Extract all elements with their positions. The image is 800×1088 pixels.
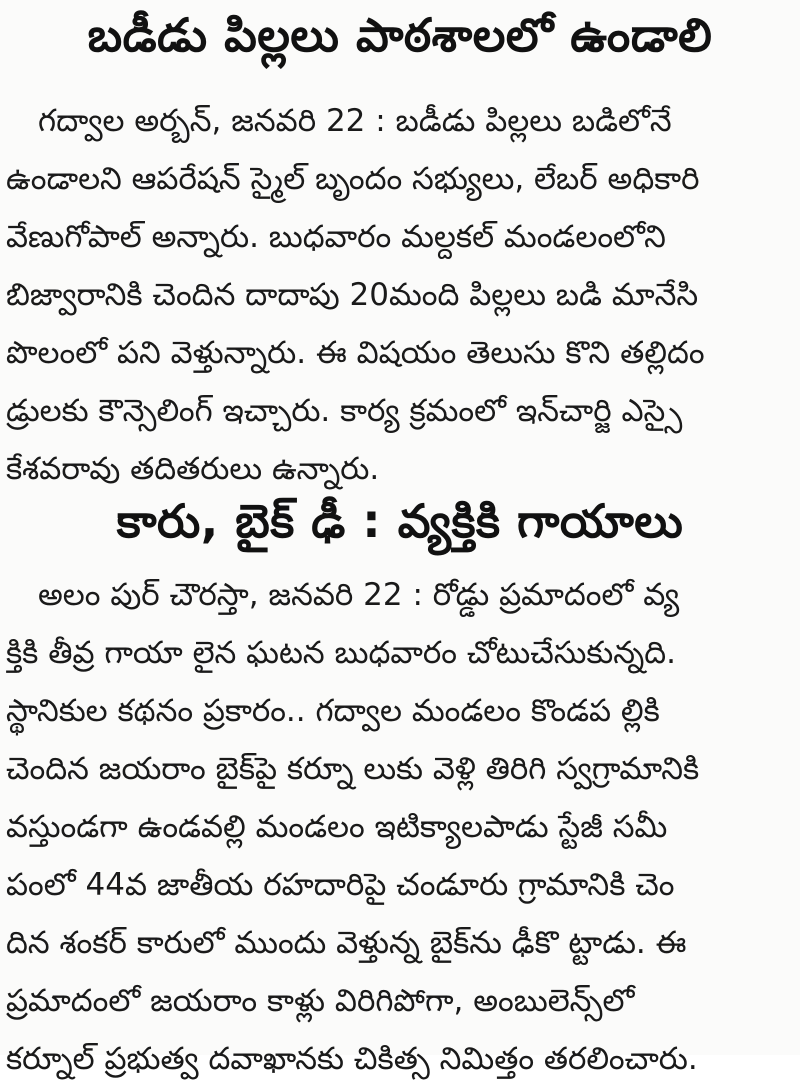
article-body-line: అలం పుర్ చౌరస్తా, జనవరి 22 : రోడ్డు ప్రమాదంలో వ్య bbox=[38, 577, 680, 613]
article-body-line: కేశవరావు తదితరులు ఉన్నారు. bbox=[6, 451, 380, 487]
article-body-line: బిజ్వారానికి చెందిన దాదాపు 20మంది పిల్లలు బడి మానేసి bbox=[6, 277, 699, 313]
article-body-line: క్తికి తీవ్ర గాయా లైన ఘటన బుధవారం చోటుచేసుకున్నది. bbox=[6, 635, 676, 671]
article-road-accident bbox=[0, 482, 800, 1088]
article-headline: కారు, బైక్ ఢీ : వ్యక్తికి గాయాలు bbox=[116, 494, 684, 548]
article-body-line: పంలో 44వ జాతీయ రహదారిపై చండూరు గ్రామానికి చెం bbox=[6, 867, 675, 903]
article-body-line: గద్వాల అర్బన్, జనవరి 22 : బడీడు పిల్లలు బడిలోనే bbox=[38, 103, 672, 139]
article-body-line: వస్తుండగా ఉండవల్లి మండలం ఇటిక్యాలపాడు స్టేజీ సమీ bbox=[6, 809, 668, 845]
article-body-line: స్థానికుల కథనం ప్రకారం.. గద్వాల మండలం కొండప ల్లికి bbox=[6, 693, 660, 729]
article-body-line: ఉండాలని ఆపరేషన్ స్మైల్ బృందం సభ్యులు, లేబర్ అధికారి bbox=[6, 161, 700, 197]
article-headline: బడీడు పిల్లలు పాఠశాలలో ఉండాలి bbox=[87, 8, 713, 62]
article-child-labor bbox=[0, 10, 800, 498]
article-body-line: వేణుగోపాల్ అన్నారు. బుధవారం మల్దకల్ మండలంలోని bbox=[6, 219, 666, 255]
article-body-line: దిన శంకర్ కారులో ముందు వెళ్తున్న బైక్‌ను ఢీకొ ట్టాడు. ఈ bbox=[6, 925, 687, 961]
article-body-line: కర్నూల్ ప్రభుత్వ దవాఖానకు చికిత్స నిమిత్తం తరలించారు. bbox=[6, 1041, 698, 1077]
article-body-line: పొలంలో పని వెళ్తున్నారు. ఈ విషయం తెలుసు కొని తల్లిదం bbox=[6, 335, 705, 371]
article-body bbox=[0, 566, 800, 1088]
article-body-line: ప్రమాదంలో జయరాం కాళ్లు విరిగిపోగా, అంబులెన్స్‌లో bbox=[6, 983, 635, 1019]
article-body bbox=[0, 92, 800, 498]
article-body-line: చెందిన జయరాం బైక్‌పై కర్నూ లుకు వెళ్లి తిరిగి స్వగ్రామానికి bbox=[6, 751, 700, 787]
article-body-line: డ్రులకు కౌన్సెలింగ్ ఇచ్చారు. కార్య క్రమంలో ఇన్‌చార్జి ఎస్సై bbox=[6, 393, 683, 429]
